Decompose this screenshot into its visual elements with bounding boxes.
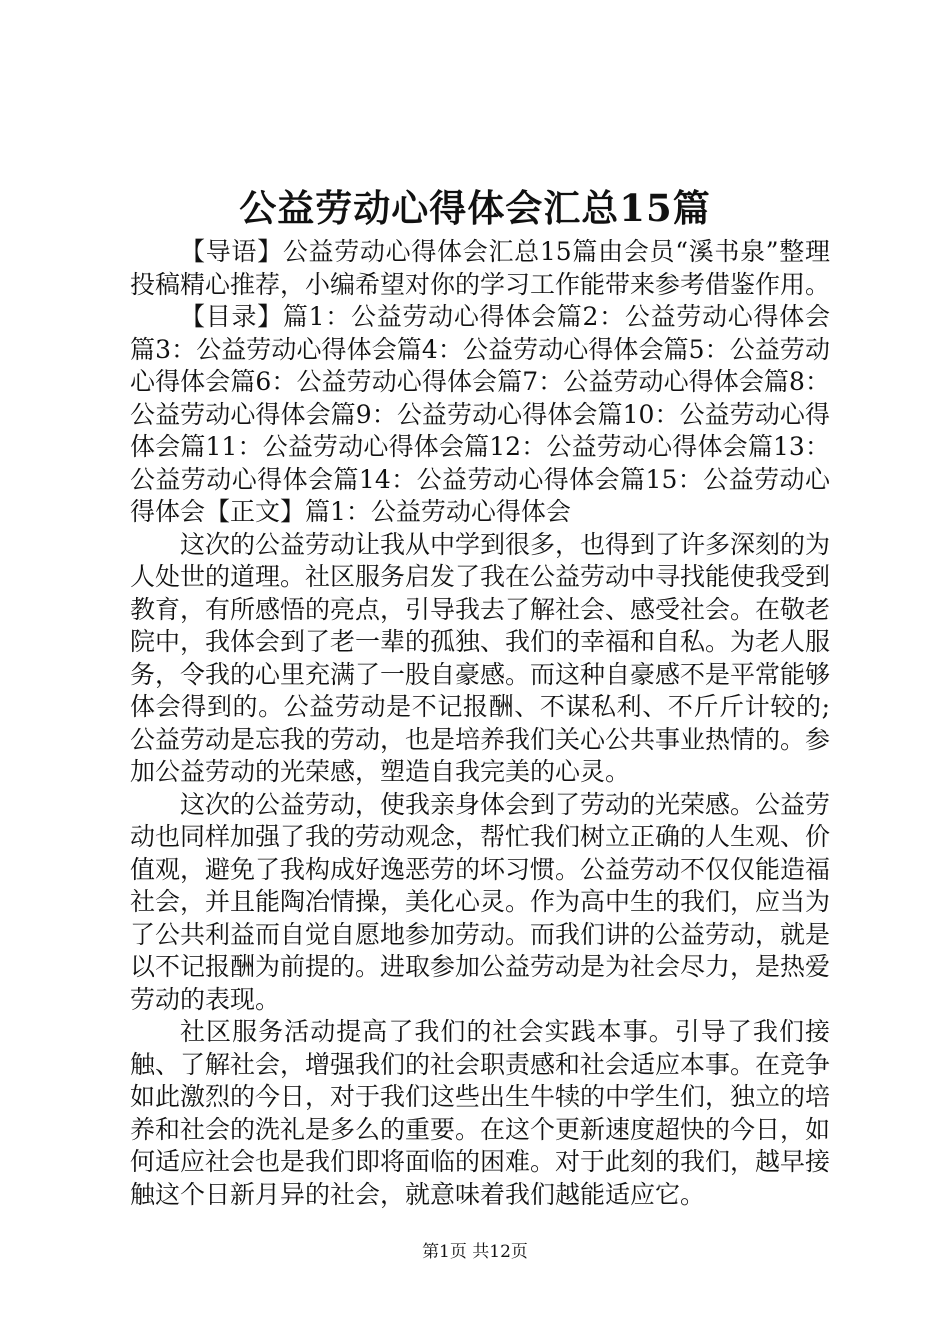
intro-paragraph: 【导语】公益劳动心得体会汇总15篇由会员“溪书泉”整理投稿精心推荐，小编希望对你的学习工作能带来参考借鉴作用。 (130, 237, 831, 299)
document-body (130, 236, 830, 1211)
body-paragraph: 这次的公益劳动让我从中学到很多，也得到了许多深刻的为人处世的道理。社区服务启发了我在公益劳动中寻找能使我受到教育，有所感悟的亮点，引导我去了解社会、感受社会。在敬老院中，我体会到了老一辈的孤独、我们的幸福和自私。为老人服务，令我的心里充满了一股自豪感。而这种自豪感不是平常能够体会得到的。公益劳动是不记报酬、不谋私利、不斤斤计较的;公益劳动是忘我的劳动，也是培养我们关心公共事业热情的。参加公益劳动的光荣感，塑造自我完美的心灵。 (130, 529, 831, 786)
body-paragraph: 社区服务活动提高了我们的社会实践本事。引导了我们接触、了解社会，增强我们的社会职责感和社会适应本事。在竞争如此激烈的今日，对于我们这些出生牛犊的中学生们，独立的培养和社会的洗礼是多么的重要。在这个更新速度超快的今日，如何适应社会也是我们即将面临的困难。对于此刻的我们，越早接触这个日新月异的社会，就意味着我们越能适应它。 (130, 1017, 831, 1209)
page-number-footer: 第1页 共12页 (422, 1242, 528, 1262)
toc-paragraph: 【目录】篇1：公益劳动心得体会篇2：公益劳动心得体会篇3：公益劳动心得体会篇4：公益劳动心得体会篇5：公益劳动心得体会篇6：公益劳动心得体会篇7：公益劳动心得体会篇8：公益劳动心得体会篇9：公益劳动心得体会篇10：公益劳动心得体会篇11：公益劳动心得体会篇12：公益劳动心得体会篇13：公益劳动心得体会篇14：公益劳动心得体会篇15：公益劳动心得体会【正文】篇1：公益劳动心得体会 (130, 302, 830, 526)
body-paragraph: 这次的公益劳动，使我亲身体会到了劳动的光荣感。公益劳动也同样加强了我的劳动观念，帮忙我们树立正确的人生观、价值观，避免了我构成好逸恶劳的坏习惯。公益劳动不仅仅能造福社会，并且能陶冶情操，美化心灵。作为高中生的我们，应当为了公共利益而自觉自愿地参加劳动。而我们讲的公益劳动，就是以不记报酬为前提的。进取参加公益劳动是为社会尽力，是热爱劳动的表现。 (130, 789, 831, 1014)
document-title: 公益劳动心得体会汇总15篇 (239, 186, 711, 230)
